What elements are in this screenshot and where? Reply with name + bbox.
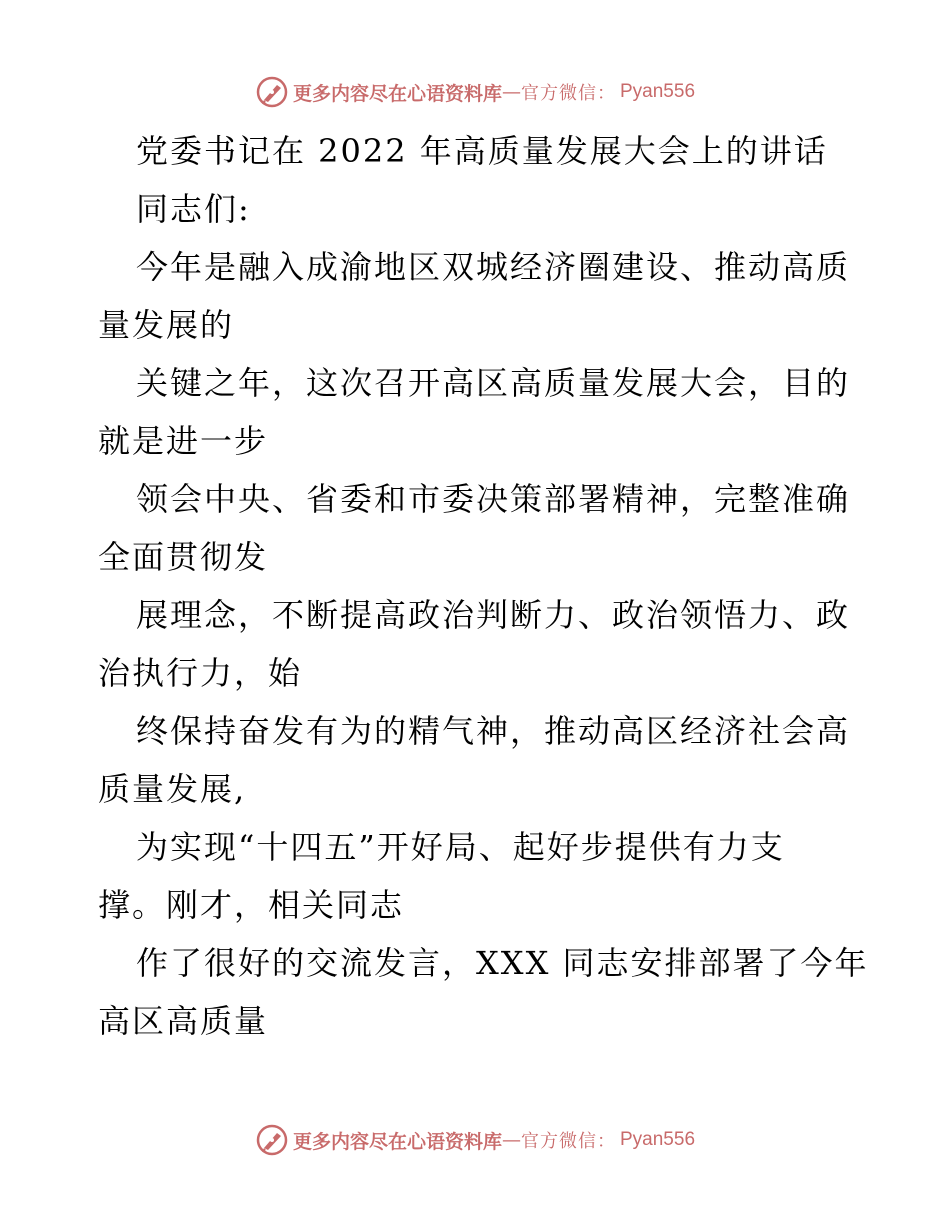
text-line: 就是进一步 [98,422,269,460]
watermark-dash: — [502,81,521,103]
text-line: 今年是融入成渝地区双城经济圈建设、推动高质 [136,248,851,286]
watermark-wechat-id: Pyan556 [620,81,696,102]
watermark-main-text: 更多内容尽在心语资料库 [292,1130,502,1153]
text-line: 治执行力，始 [98,654,303,692]
pen-logo-icon [255,75,289,109]
salutation: 同志们: [136,190,251,228]
watermark-main-text: 更多内容尽在心语资料库 [292,82,502,105]
watermark-sub-text: 官方微信： [521,83,616,104]
text-line: 作了很好的交流发言，XXX 同志安排部署了今年 [136,944,869,982]
text-line: 高区高质量 [98,1002,269,1040]
watermark-sub-text: 官方微信： [521,1131,616,1152]
footer-watermark [0,1120,950,1160]
watermark-wechat-id: Pyan556 [620,1129,696,1150]
text-line: 关键之年，这次召开高区高质量发展大会，目的 [136,364,851,402]
pen-logo-icon [255,1123,289,1157]
document-title: 党委书记在 2022 年高质量发展大会上的讲话 [136,132,828,170]
watermark-dash: — [502,1129,521,1151]
text-line: 终保持奋发有为的精气神，推动高区经济社会高 [136,712,851,750]
text-line: 撑。刚才，相关同志 [98,886,405,924]
text-line: 展理念，不断提高政治判断力、政治领悟力、政 [136,596,851,634]
text-line: 领会中央、省委和市委决策部署精神，完整准确 [136,480,851,518]
header-watermark [0,72,950,112]
text-line: 量发展的 [98,306,235,344]
text-line: 全面贯彻发 [98,538,269,576]
text-line: 为实现“十四五”开好局、起好步提供有力支 [136,828,785,866]
text-line: 质量发展, [98,770,247,808]
document-body [98,122,869,1050]
